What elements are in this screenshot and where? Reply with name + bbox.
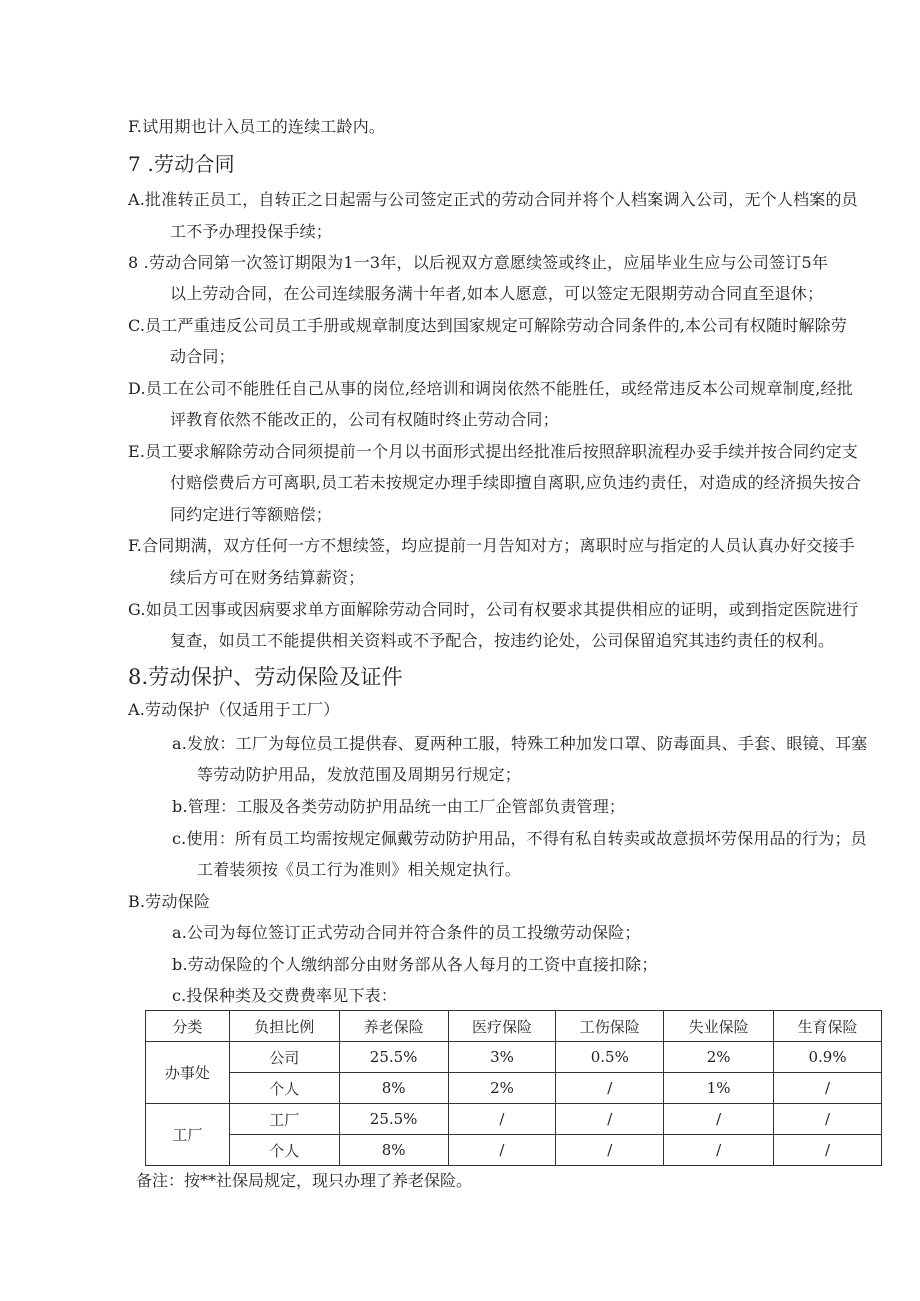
- rate-cell: /: [448, 1104, 556, 1135]
- insurance-c: c.投保种类及交费费率见下表：: [172, 986, 398, 1005]
- rate-cell: /: [664, 1104, 774, 1135]
- rate-cell: 25.5%: [339, 1042, 448, 1073]
- clause-c-line2: 动合同；: [170, 347, 235, 366]
- protection-c-line1: c.使用：所有员工均需按规定佩戴劳动防护用品，不得有私自转卖或故意损坏劳保用品的行为；员: [172, 829, 867, 848]
- rate-cell: /: [774, 1073, 882, 1104]
- header-cell: 失业保险: [664, 1011, 774, 1042]
- payer-cell: 个人: [229, 1135, 339, 1166]
- insurance-rate-table: [145, 1010, 882, 1166]
- rate-cell: /: [448, 1135, 556, 1166]
- clause-c-line1: C.员工严重违反公司员工手册或规章制度达到国家规定可解除劳动合同条件的,本公司有权随时解除劳: [128, 316, 848, 335]
- rate-cell: 2%: [664, 1042, 774, 1073]
- rate-cell: 25.5%: [339, 1104, 448, 1135]
- rate-cell: /: [556, 1104, 664, 1135]
- clause-a-line1: A.批准转正员工，自转正之日起需与公司签定正式的劳动合同并将个人档案调入公司，无个人档案的员: [128, 190, 858, 209]
- insurance-b: b.劳动保险的个人缴纳部分由财务部从各人每月的工资中直接扣除；: [172, 955, 658, 974]
- rate-cell: 8%: [339, 1073, 448, 1104]
- clause-f-line2: 续后方可在财务结算薪资；: [170, 568, 365, 587]
- probation-note: F.试用期也计入员工的连续工龄内。: [128, 117, 386, 136]
- clause-d-line1: D.员工在公司不能胜任自己从事的岗位,经培训和调岗依然不能胜任，或经常违反本公司规章制度,经批: [128, 379, 853, 398]
- clause-8-line2: 以上劳动合同，在公司连续服务满十年者,如本人愿意，可以签定无限期劳动合同直至退休；: [170, 284, 824, 303]
- rate-cell: /: [774, 1135, 882, 1166]
- header-cell: 负担比例: [229, 1011, 339, 1042]
- insurance-a: a.公司为每位签订正式劳动合同并符合条件的员工投缴劳动保险；: [172, 923, 641, 942]
- header-cell: 养老保险: [339, 1011, 448, 1042]
- section-heading-labor-protection: 8.劳动保护、劳动保险及证件: [128, 665, 403, 689]
- header-cell: 生育保险: [774, 1011, 882, 1042]
- protection-heading: A.劳动保护（仅适用于工厂）: [128, 700, 340, 719]
- clause-a-line2: 工不予办理投保手续；: [170, 222, 333, 241]
- insurance-heading: B.劳动保险: [128, 892, 211, 911]
- table-row: [146, 1135, 882, 1166]
- protection-c-line2: 工着装须按《员工行为准则》相关规定执行。: [197, 860, 522, 879]
- section-heading-labor-contract: 7 .劳动合同: [128, 152, 235, 176]
- category-cell: 工厂: [146, 1104, 230, 1166]
- protection-b: b.管理：工服及各类劳动防护用品统一由工厂企管部负责管理；: [172, 797, 626, 816]
- rate-cell: 3%: [448, 1042, 556, 1073]
- protection-a-line1: a.发放：工厂为每位员工提供春、夏两种工服，特殊工种加发口罩、防毒面具、手套、眼镜、耳塞: [172, 734, 868, 753]
- clause-g-line1: G.如员工因事或因病要求单方面解除劳动合同时，公司有权要求其提供相应的证明，或到指定医院进行: [128, 600, 859, 619]
- rate-cell: 8%: [339, 1135, 448, 1166]
- clause-8-line1: 8 .劳动合同第一次签订期限为1一3年，以后视双方意愿续签或终止，应届毕业生应与公司签订5年: [128, 253, 829, 272]
- clause-e-line2: 付赔偿费后方可离职,员工若未按规定办理手续即擅自离职,应负违约责任，对造成的经济损失按合: [170, 473, 861, 492]
- rate-cell: 0.9%: [774, 1042, 882, 1073]
- rate-cell: /: [556, 1135, 664, 1166]
- rate-cell: 2%: [448, 1073, 556, 1104]
- header-cell: 工伤保险: [556, 1011, 664, 1042]
- table-header-row: [146, 1011, 882, 1042]
- rate-cell: 1%: [664, 1073, 774, 1104]
- payer-cell: 个人: [229, 1073, 339, 1104]
- table-row: [146, 1104, 882, 1135]
- header-cell: 分类: [146, 1011, 230, 1042]
- payer-cell: 工厂: [229, 1104, 339, 1135]
- rate-cell: /: [774, 1104, 882, 1135]
- rate-cell: /: [664, 1135, 774, 1166]
- clause-g-line2: 复查，如员工不能提供相关资料或不予配合，按违约论处，公司保留追究其违约责任的权利。: [170, 631, 835, 650]
- rate-cell: /: [556, 1073, 664, 1104]
- clause-e-line3: 同约定进行等额赔偿；: [170, 505, 333, 524]
- protection-a-line2: 等劳动防护用品，发放范围及周期另行规定；: [197, 765, 522, 784]
- category-cell: 办事处: [146, 1042, 230, 1104]
- clause-d-line2: 评教育依然不能改正的，公司有权随时终止劳动合同；: [170, 410, 559, 429]
- rate-cell: 0.5%: [556, 1042, 664, 1073]
- clause-e-line1: E.员工要求解除劳动合同须提前一个月以书面形式提出经批准后按照辞职流程办妥手续并按合同约定支: [128, 442, 858, 461]
- clause-f-line1: F.合同期满，双方任何一方不想续签，均应提前一月告知对方；离职时应与指定的人员认真办好交接手: [128, 536, 855, 555]
- table-row: [146, 1042, 882, 1073]
- header-cell: 医疗保险: [448, 1011, 556, 1042]
- table-row: [146, 1073, 882, 1104]
- payer-cell: 公司: [229, 1042, 339, 1073]
- table-footnote: 备注：按**社保局规定，现只办理了养老保险。: [136, 1171, 473, 1190]
